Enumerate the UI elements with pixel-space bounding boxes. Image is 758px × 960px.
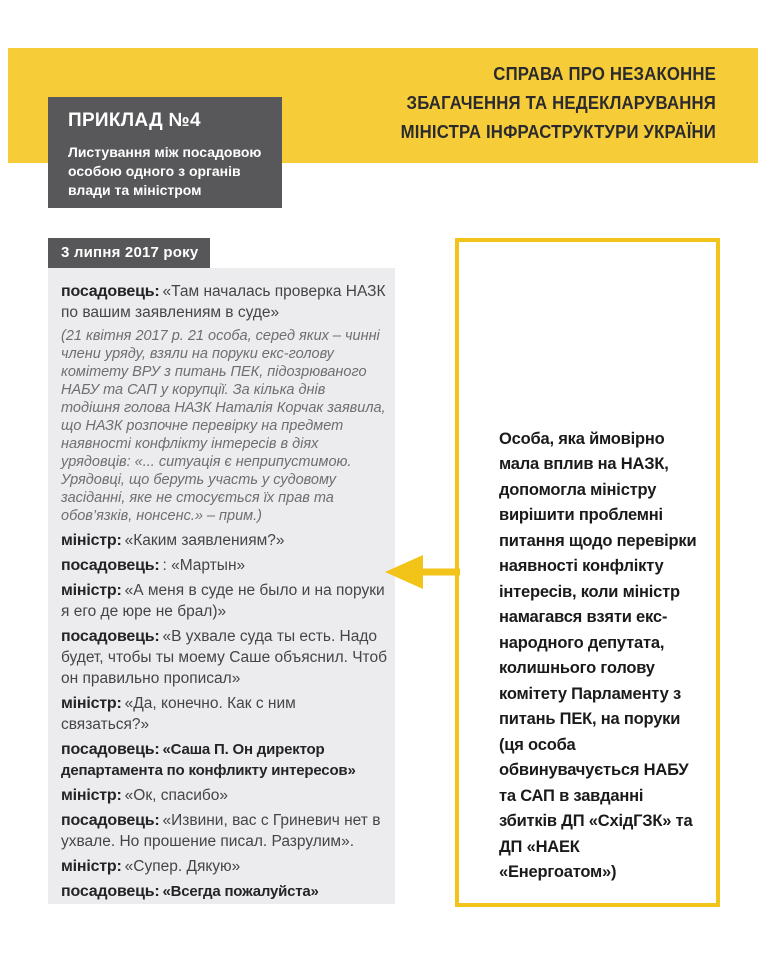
speaker-label: посадовець: (61, 557, 160, 574)
dialogue-message (61, 810, 387, 852)
speaker-label: посадовець: (61, 883, 160, 900)
dialogue-message (61, 739, 387, 781)
example-box (48, 97, 282, 208)
message-text: «Каким заявлениям?» (124, 532, 285, 549)
dialogue-message (61, 856, 387, 877)
dialogue-message (61, 580, 387, 622)
editorial-note: (21 квітня 2017 р. 21 особа, серед яких – чинні члени уряду, взяли на поруки екс-голову комітету ВРУ з питань ПЕК, підозрюваного НАБУ та САП у корупції. За кілька днів тодішня голова НАЗК Наталія Корчак заявила, що НАЗК розпочне перевірку на предмет наявності конфлікту інтересів в діях урядовців: «... ситуація є неприпустимою. Урядовці, що беруть участь у судовому засіданні, яке не стосується їх прав та обов’язків, нонсенс.» – прим.) (61, 328, 386, 524)
speaker-label: міністр: (61, 858, 122, 875)
message-text: «Ок, спасибо» (124, 787, 229, 804)
speaker-label: посадовець: (61, 283, 160, 300)
message-text: «Да, конечно. Как с ним связаться?» (61, 695, 296, 733)
dialogue-message (61, 281, 387, 323)
example-title: ПРИКЛАД №4 (68, 110, 201, 131)
case-headline-line-3: МІНІСТРА ІНФРАСТРУКТУРИ УКРАЇНИ (400, 122, 716, 142)
summary-text: Особа, яка ймовірно мала вплив на НАЗК, допомогла міністру вирішити проблемні питання щодо перевірки наявності конфлікту інтересів, коли міністр намагався взяти екс-народного депутата, колишнього голову комітету Парламенту з питань ПЕК, на поруки (ця особа обвинувачується НАБУ та САП в завданні збитків ДП «СхідГЗК» та ДП «НАЕК «Енергоатом») (499, 429, 697, 881)
speaker-label: міністр: (61, 582, 122, 599)
date-bar: 3 липня 2017 року (48, 238, 210, 268)
case-headline (316, 60, 716, 147)
speaker-label: посадовець: (61, 741, 160, 758)
message-text: «Всегда пожалуйста» (162, 883, 319, 900)
message-text: «Супер. Дякую» (124, 858, 241, 875)
summary-box (455, 238, 720, 907)
dialogue-message (61, 626, 387, 689)
dialogue-message (61, 693, 387, 735)
dialogue-message (61, 785, 387, 806)
message-text: «Там началась проверка НАЗК по вашим заявлениям в суде» (61, 283, 386, 321)
speaker-label: посадовець: (61, 628, 160, 645)
message-text: : «Мартын» (162, 557, 246, 574)
speaker-label: міністр: (61, 695, 122, 712)
message-text: «Извини, вас с Гриневич нет в ухвале. Но прошение писал. Разрулим». (61, 812, 381, 850)
speaker-label: посадовець: (61, 812, 160, 829)
speaker-label: міністр: (61, 787, 122, 804)
left-arrow-icon (383, 550, 460, 594)
speaker-label: міністр: (61, 532, 122, 549)
case-headline-line-1: СПРАВА ПРО НЕЗАКОННЕ (493, 64, 716, 84)
message-text: «А меня в суде не было и на поруки я его де юре не брал)» (61, 582, 385, 620)
message-text: «В ухвале суда ты есть. Надо будет, чтобы ты моему Саше объяснил. Чтоб он правильно прописал» (61, 628, 387, 687)
dialogue-message (61, 555, 387, 576)
dialogue-message (61, 881, 387, 902)
dialogue-message (61, 530, 387, 551)
case-headline-line-2: ЗБАГАЧЕННЯ ТА НЕДЕКЛАРУВАННЯ (406, 93, 716, 113)
dialogue-panel (48, 268, 395, 904)
message-text: «Саша П. Он директор департамента по конфликту интересов» (61, 741, 356, 779)
example-subtitle: Листування між посадовою особою одного з органів влади та міністром (68, 144, 262, 198)
